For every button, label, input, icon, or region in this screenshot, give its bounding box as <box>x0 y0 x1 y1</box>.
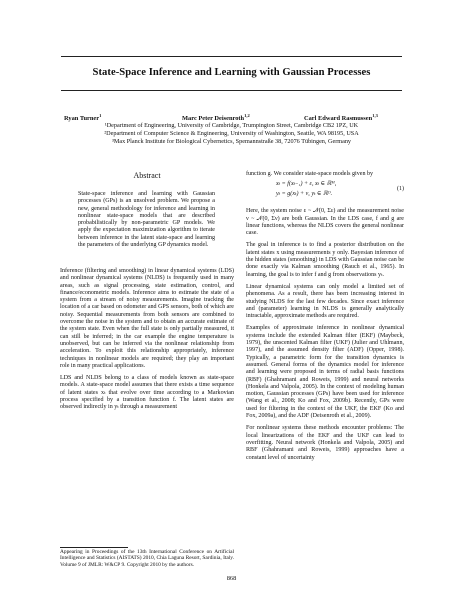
right-paragraph-4: Examples of approximate inference in nonlinear dynamical systems include the extended Kalman filter (EKF) (Maybeck, 1979), the unscented Kalman filter (UKF) (Julier and Uhlmann, 1997), and the assumed density filter (ADF) (Opper, 1998). Typically, a parametric form for the transition dynamics is assumed. General forms of the dynamics model for inference and learning were proposed in terms of radial basis functions (RBF) (Ghahramani and Roweis, 1999) and neural networks (Honkela and Valpola, 2005). In the context of modeling human motion, Gaussian processes (GPs) have been used for inference (Wang et al., 2008; Ko and Fox, 2009b). Recently, GPs were used for filtering in the context of the UKF, the EKF (Ko and Fox, 2009a), and the ADF (Deisenroth et al., 2009). <box>246 325 404 420</box>
equation-number: (1) <box>396 186 404 193</box>
abstract-text: State-space inference and learning with Gaussian processes (GPs) is an unsolved problem. We propose a new, general methodology for inference and learning in nonlinear state-space models that are described probabilistically by non-parametric GP models. We apply the expectation maximization algorithm to iterate between inference in the latent state-space and learning the parameters of the underlying GP dynamics model. <box>78 191 215 249</box>
footnote: Appearing in Proceedings of the 13th International Conference on Artificial Intelligence and Statistics (AISTATS) 2010, Chia Laguna Resort, Sardinia, Italy. Volume 9 of JMLR: W&CP 9. Copyright 2010 by the authors. <box>60 549 234 568</box>
author-3: Carl Edward Rasmussen$^{1,3}$ <box>304 113 378 123</box>
abstract-heading: Abstract <box>133 171 161 180</box>
affiliation-3: ³Max Planck Institute for Biological Cybernetics, Spemannstraße 38, 72076 Tübingen, Germany <box>111 138 352 145</box>
intro-paragraph-2: LDS and NLDS belong to a class of models known as state-space models. A state-space model assumes that there exists a time sequence of latent states xₜ that evolve over time according to a Markovian process specified by a transition function f. The latent states are observed indirectly in yₜ through a measurement <box>60 375 234 411</box>
affiliation-2: ²Department of Computer Science & Engineering, University of Washington, Seattle, WA 98195, USA <box>104 130 359 137</box>
left-column <box>60 268 234 417</box>
right-intro: function g. We consider state-space models given by <box>246 171 374 177</box>
right-column <box>246 171 404 467</box>
author-1: Ryan Turner$^1$ <box>64 113 102 123</box>
right-paragraph-2: The goal in inference is to find a posterior distribution on the latent states x using measurements y only. Bayesian inference of the hidden states (smoothing) in LDS with Gaussian noise can be done exactly via Kalman smoothing (Rauch et al., 1965). In learning, the goal is to infer f and g from observations yₜ. <box>246 242 404 278</box>
author-2: Marc Peter Deisenroth$^{1,2}$ <box>182 113 250 123</box>
title-bottom-rule <box>61 90 402 91</box>
right-paragraph-1: Here, the system noise ε ~ 𝒩(0, Σε) and the measurement noise ν ~ 𝒩(0, Σν) are both Gaussian. In the LDS case, f and g are linear functions, whereas the NLDS covers the general nonlinear case. <box>246 208 404 237</box>
paper-title: State-Space Inference and Learning with Gaussian Processes <box>92 67 371 78</box>
right-paragraph-5: For nonlinear systems these methods encounter problems: The local linearizations of the EKF and the UKF can lead to overfitting. Neural network (Honkela and Valpola, 2005) and RBF (Ghahramani and Roweis, 1999) approaches have a constant level of uncertainty <box>246 425 404 461</box>
equation-line-2: yₜ = g(xₜ) + ν, yₜ ∈ ℝᴰ. <box>276 191 333 198</box>
equation-line-1: xₜ = f(xₜ₋₁) + ε, xₜ ∈ ℝᴹ, <box>276 181 337 188</box>
footnote-rule <box>60 547 128 548</box>
affiliation-1: ¹Department of Engineering, University of Cambridge, Trumpington Street, Cambridge CB2 1PZ, UK <box>104 122 359 129</box>
right-paragraph-3: Linear dynamical systems can only model a limited set of phenomena. As a result, there has been increasing interest in studying NLDS for the last few decades. Since exact inference and (parameter) learning in NLDS is generally analytically intractable, approximate methods are required. <box>246 283 404 320</box>
page-number: 868 <box>226 575 237 582</box>
equation-1 <box>246 181 404 203</box>
intro-paragraph-1: Inference (filtering and smoothing) in linear dynamical systems (LDS) and nonlinear dynamical systems (NLDS) is frequently used in many areas, such as signal processing, state estimation, control, and finance/econometric models. Inference aims to estimate the state of a system from a stream of noisy measurements. Imagine tracking the location of a car based on odometer and GPS sensors, both of which are noisy. Sequential measurements from both sensors are combined to overcome the noise in the system and to obtain an accurate estimate of the system state. Even when the full state is only partially measured, it can still be inferred; in the car example the engine temperature is unobserved, but can be inferred via the nonlinear relationship from acceleration. To exploit this relationship appropriately, inference techniques in nonlinear models are required; they play an important role in many practical applications. <box>60 268 234 369</box>
title-top-rule <box>61 56 402 57</box>
